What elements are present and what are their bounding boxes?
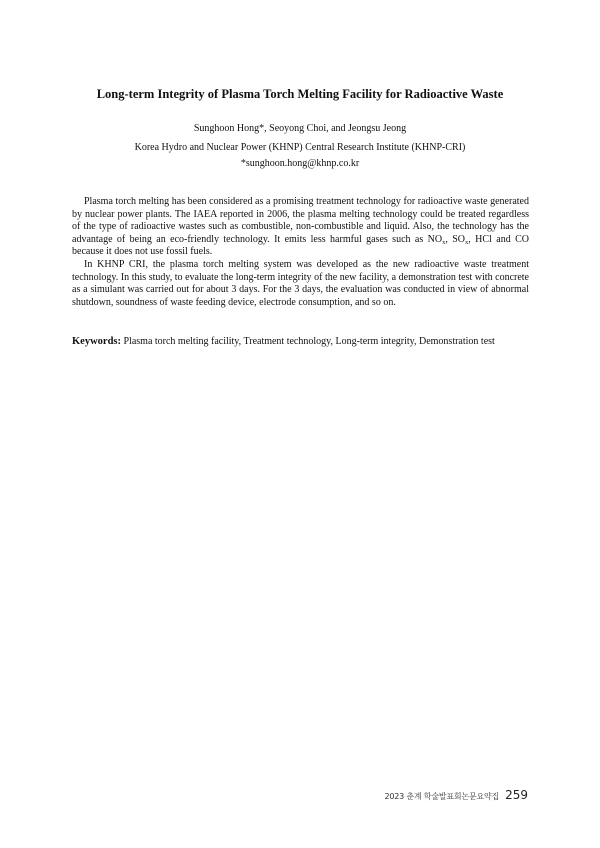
abstract-p1-text-c: , HCl and CO because it does not use fossil fuels. bbox=[72, 233, 529, 258]
corresponding-email: *sunghoon.hong@khnp.co.kr bbox=[240, 158, 360, 169]
author-affiliation: Korea Hydro and Nuclear Power (KHNP) Central Research Institute (KHNP-CRI) bbox=[134, 142, 466, 153]
sox-subscript: x bbox=[465, 238, 469, 246]
paper-title: Long-term Integrity of Plasma Torch Melting Facility for Radioactive Waste bbox=[96, 87, 504, 101]
abstract-paragraph-1 bbox=[72, 196, 529, 259]
keywords-text: Plasma torch melting facility, Treatment technology, Long-term integrity, Demonstration test bbox=[121, 336, 495, 347]
page-footer bbox=[385, 788, 529, 802]
keywords bbox=[72, 336, 529, 349]
author-list: Sunghoon Hong*, Seoyong Choi, and Jeongsu Jeong bbox=[193, 123, 407, 134]
nox-subscript: x bbox=[442, 238, 446, 246]
keywords-label: Keywords: bbox=[72, 336, 121, 347]
abstract-p1-text-a: Plasma torch melting has been considered as a promising treatment technology for radioactive waste generated by nuclear power plants. The IAEA reported in 2006, the plasma melting technology could be treated regardless of the type of radioactive wastes such as combustible, non-combustible and liquid. Also, the technology has the advantage of being an eco-friendly technology. It emits less harmful gases such as NO bbox=[72, 196, 529, 245]
proceedings-title: 2023 춘계 학술발표회논문요약집 bbox=[384, 792, 500, 801]
abstract bbox=[72, 196, 529, 309]
abstract-p1-text-b: , SO bbox=[445, 233, 466, 245]
abstract-paragraph-2: In KHNP CRI, the plasma torch melting system was developed as the new radioactive waste treatment technology. In this study, to evaluate the long-term integrity of the new facility, a demonstration test with concrete as a simulant was carried out for about 3 days. For the 3 days, the evaluation was conducted in view of abnormal shutdown, soundness of waste feeding device, electrode consumption, and so on. bbox=[72, 258, 529, 308]
page-number: 259 bbox=[505, 788, 528, 802]
